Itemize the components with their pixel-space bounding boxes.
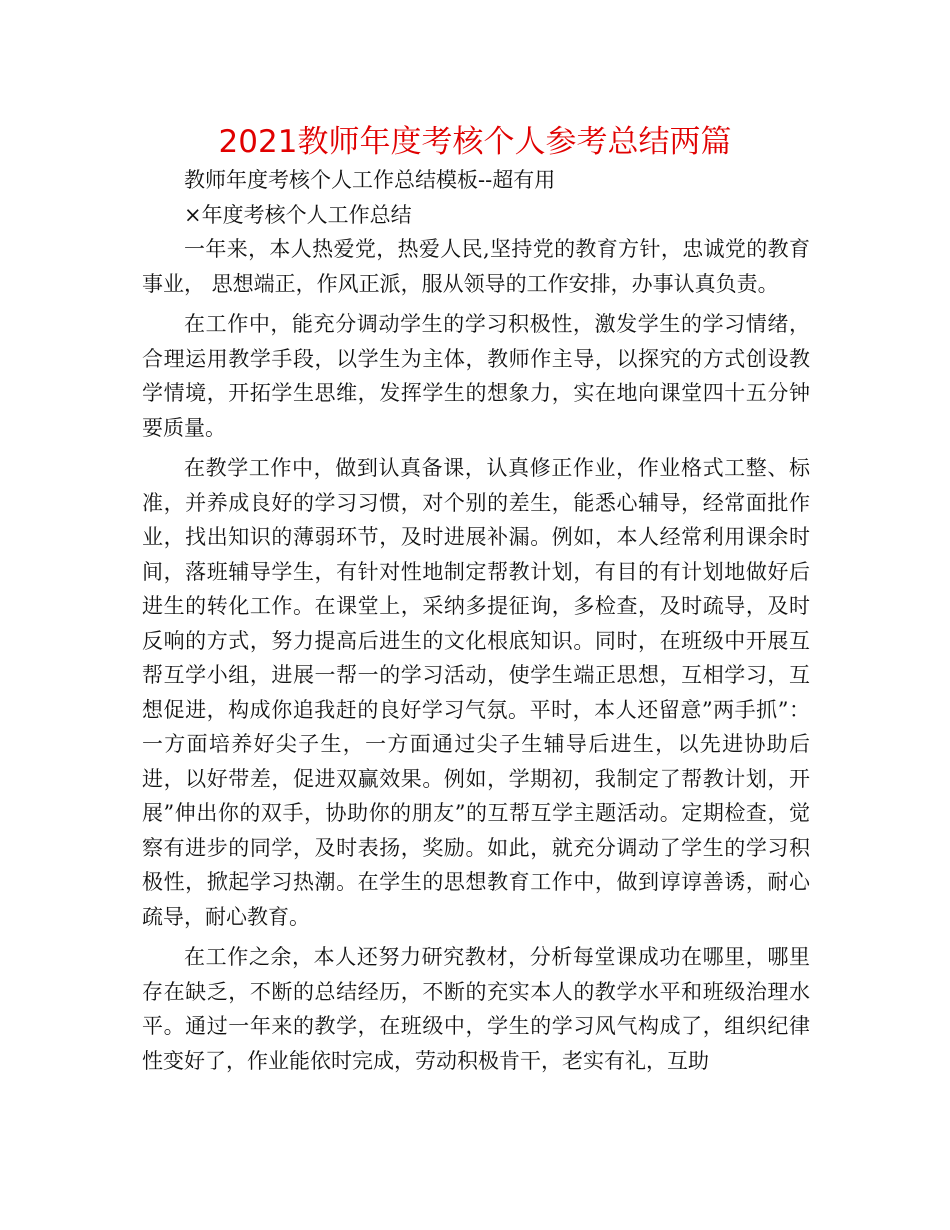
paragraph: 在工作中，能充分调动学生的学习积极性，激发学生的学习情绪，合理运用教学手段，以学生为主体，教师作主导，以探究的方式创设教学情境，开拓学生思维，发挥学生的想象力，实在地向课堂四十五分钟要质量。 (142, 312, 810, 440)
paragraph-heading: ×年度考核个人工作总结 (184, 202, 412, 227)
document-title: 2021教师年度考核个人参考总结两篇 (218, 124, 732, 160)
paragraph: 在教学工作中，做到认真备课，认真修正作业，作业格式工整、标准，并养成良好的学习习惯，对个别的差生，能悉心辅导，经常面批作业，找出知识的薄弱环节，及时进展补漏。例如，本人经常利用课余时间，落班辅导学生，有针对性地制定帮教计划，有目的有计划地做好后进生的转化工作。在课堂上，采纳多提征询，多检查，及时疏导，及时反响的方式，努力提高后进生的文化根底知识。同时，在班级中开展互帮互学小组，进展一帮一的学习活动，使学生端正思想，互相学习，互想促进，构成你追我赶的良好学习气氛。平时，本人还留意”两手抓”：一方面培养好尖子生，一方面通过尖子生辅导后进生，以先进协助后进，以好带差，促进双赢效果。例如，学期初，我制定了帮教计划，开展”伸出你的双手，协助你的朋友”的互帮互学主题活动。定期检查，觉察有进步的同学，及时表扬，奖励。如此，就充分调动了学生的学习积极性，掀起学习热潮。在学生的思想教育工作中，做到谆谆善诱，耐心疏导，耐心教育。 (142, 456, 810, 929)
paragraph: 在工作之余，本人还努力研究教材，分析每堂课成功在哪里，哪里存在缺乏，不断的总结经历，不断的充实本人的教学水平和班级治理水平。通过一年来的教学，在班级中，学生的学习风气构成了，组织纪律性变好了，作业能依时完成，劳动积极肯干，老实有礼，互助 (142, 945, 810, 1073)
paragraph-subtitle: 教师年度考核个人工作总结模板--超有用 (184, 168, 556, 192)
document-body (142, 163, 810, 1078)
paragraph: 一年来，本人热爱党，热爱人民,坚持党的教育方针，忠诚党的教育事业， 思想端正，作风正派，服从领导的工作安排，办事认真负责。 (142, 237, 810, 296)
